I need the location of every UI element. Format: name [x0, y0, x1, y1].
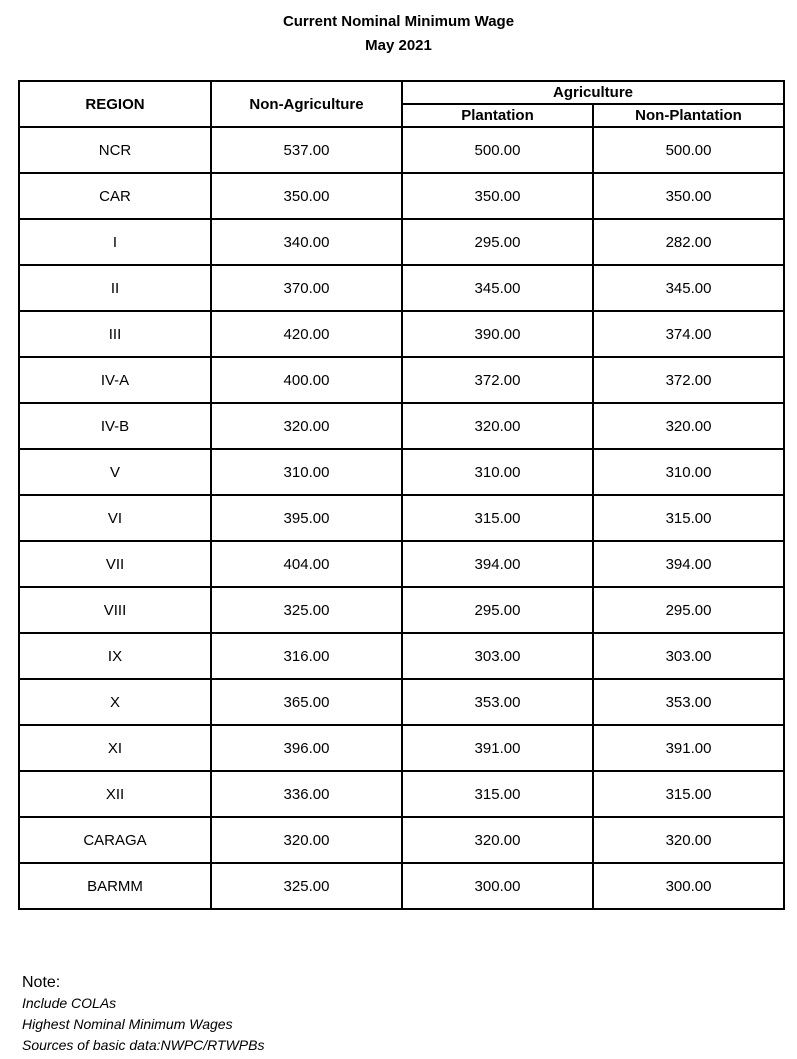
cell-region: CAR	[19, 173, 211, 219]
table-header	[19, 81, 784, 127]
cell-plantation: 310.00	[402, 449, 593, 495]
table-row	[19, 725, 784, 771]
table-row	[19, 541, 784, 587]
cell-non-agriculture: 400.00	[211, 357, 402, 403]
cell-region: IV-B	[19, 403, 211, 449]
cell-non-plantation: 320.00	[593, 403, 784, 449]
header-agriculture: Agriculture	[402, 81, 784, 104]
cell-plantation: 372.00	[402, 357, 593, 403]
table-row	[19, 817, 784, 863]
cell-non-plantation: 282.00	[593, 219, 784, 265]
cell-region: CARAGA	[19, 817, 211, 863]
table-row	[19, 219, 784, 265]
title-line-1: Current Nominal Minimum Wage	[282, 13, 515, 30]
cell-region: XII	[19, 771, 211, 817]
cell-plantation: 315.00	[402, 771, 593, 817]
cell-plantation: 320.00	[402, 817, 593, 863]
cell-non-plantation: 315.00	[593, 495, 784, 541]
cell-non-agriculture: 370.00	[211, 265, 402, 311]
cell-region: IX	[19, 633, 211, 679]
table-row	[19, 771, 784, 817]
cell-non-plantation: 394.00	[593, 541, 784, 587]
table-row	[19, 265, 784, 311]
cell-non-agriculture: 336.00	[211, 771, 402, 817]
cell-region: V	[19, 449, 211, 495]
cell-plantation: 345.00	[402, 265, 593, 311]
cell-non-plantation: 303.00	[593, 633, 784, 679]
cell-plantation: 391.00	[402, 725, 593, 771]
cell-plantation: 315.00	[402, 495, 593, 541]
cell-region: X	[19, 679, 211, 725]
cell-plantation: 350.00	[402, 173, 593, 219]
cell-plantation: 394.00	[402, 541, 593, 587]
table-body	[19, 127, 784, 909]
table-row	[19, 173, 784, 219]
cell-region: NCR	[19, 127, 211, 173]
cell-non-agriculture: 320.00	[211, 403, 402, 449]
cell-region: BARMM	[19, 863, 211, 909]
note-label: Note:	[22, 974, 61, 991]
cell-region: VII	[19, 541, 211, 587]
cell-region: II	[19, 265, 211, 311]
cell-non-agriculture: 340.00	[211, 219, 402, 265]
cell-plantation: 500.00	[402, 127, 593, 173]
cell-plantation: 303.00	[402, 633, 593, 679]
cell-non-agriculture: 365.00	[211, 679, 402, 725]
cell-non-agriculture: 404.00	[211, 541, 402, 587]
table-row	[19, 495, 784, 541]
minimum-wage-table	[18, 80, 785, 910]
cell-non-plantation: 391.00	[593, 725, 784, 771]
cell-non-agriculture: 310.00	[211, 449, 402, 495]
cell-plantation: 353.00	[402, 679, 593, 725]
cell-region: III	[19, 311, 211, 357]
cell-region: VIII	[19, 587, 211, 633]
cell-non-plantation: 310.00	[593, 449, 784, 495]
cell-region: IV-A	[19, 357, 211, 403]
title-line-2: May 2021	[365, 37, 432, 54]
cell-region: VI	[19, 495, 211, 541]
cell-non-plantation: 350.00	[593, 173, 784, 219]
header-plantation: Plantation	[402, 104, 593, 127]
cell-non-agriculture: 325.00	[211, 587, 402, 633]
cell-non-plantation: 300.00	[593, 863, 784, 909]
note-line: Sources of basic data:NWPC/RTWPBs	[22, 1037, 265, 1053]
cell-non-plantation: 353.00	[593, 679, 784, 725]
header-non-plantation: Non-Plantation	[593, 104, 784, 127]
cell-non-agriculture: 420.00	[211, 311, 402, 357]
note-line: Include COLAs	[22, 995, 117, 1011]
cell-non-plantation: 295.00	[593, 587, 784, 633]
cell-non-agriculture: 350.00	[211, 173, 402, 219]
cell-plantation: 300.00	[402, 863, 593, 909]
cell-non-plantation: 372.00	[593, 357, 784, 403]
cell-non-agriculture: 325.00	[211, 863, 402, 909]
cell-non-agriculture: 537.00	[211, 127, 402, 173]
cell-region: I	[19, 219, 211, 265]
cell-plantation: 390.00	[402, 311, 593, 357]
cell-plantation: 295.00	[402, 587, 593, 633]
cell-non-plantation: 500.00	[593, 127, 784, 173]
table-row	[19, 311, 784, 357]
cell-non-plantation: 374.00	[593, 311, 784, 357]
cell-non-agriculture: 320.00	[211, 817, 402, 863]
header-region: REGION	[19, 81, 211, 127]
cell-non-plantation: 320.00	[593, 817, 784, 863]
notes-section	[22, 972, 264, 1056]
cell-non-plantation: 345.00	[593, 265, 784, 311]
table-row	[19, 633, 784, 679]
cell-plantation: 295.00	[402, 219, 593, 265]
header-non-agriculture: Non-Agriculture	[211, 81, 402, 127]
cell-plantation: 320.00	[402, 403, 593, 449]
table-row	[19, 403, 784, 449]
cell-non-agriculture: 316.00	[211, 633, 402, 679]
document-title	[0, 10, 797, 58]
table-row	[19, 679, 784, 725]
table-row	[19, 863, 784, 909]
cell-region: XI	[19, 725, 211, 771]
table-row	[19, 127, 784, 173]
cell-non-plantation: 315.00	[593, 771, 784, 817]
table-row	[19, 357, 784, 403]
note-line: Highest Nominal Minimum Wages	[22, 1016, 233, 1032]
cell-non-agriculture: 395.00	[211, 495, 402, 541]
cell-non-agriculture: 396.00	[211, 725, 402, 771]
table-row	[19, 449, 784, 495]
table-row	[19, 587, 784, 633]
